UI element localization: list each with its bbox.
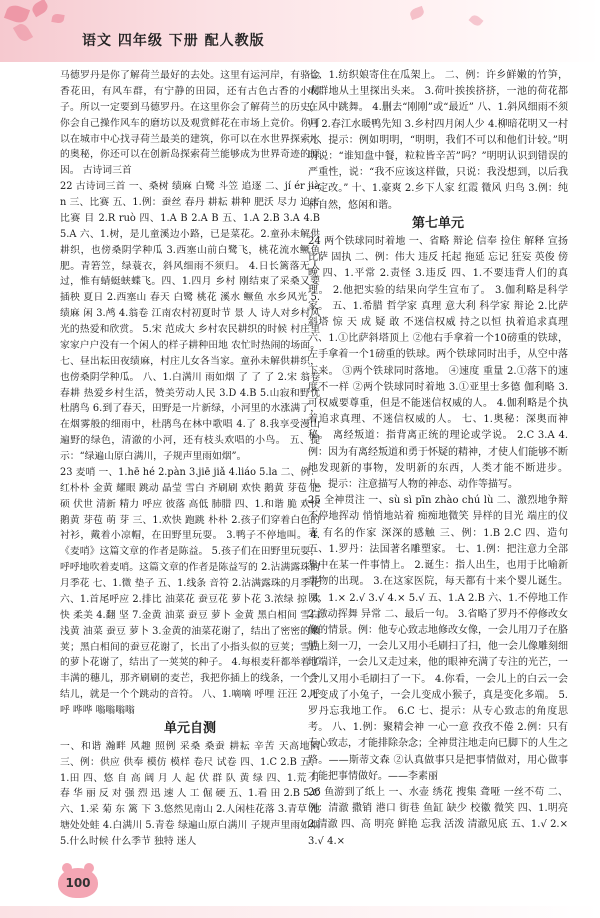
answer-paragraph: 23 麦哨 一、1.hē hé 2.pàn 3.jiē jiǎ 4.liáo 5.la 二、例：红朴朴 金黄 耀眼 跳动 晶莹 雪白 齐刷刷 欢快 鹅黄 芽苞 肥硕 伏世 清新 精力 呼应 彼落 高低 肺腊 四、1.和谐 脆 欢快 鹅黄 芽苞 萌 芽 三、1.欢快 跑跳 朴朴 2.孩子们穿着白色的衬衫，戴着小凉帽，在田野里玩耍。 3.鸭子不停地叫。 4.《麦哨》这篇文章的作者是陈益。 5.孩子们在田野里玩耍，呼呼地吹着麦哨。这篇文章的作者是陈益写的 2.沾满露珠的月季花 七、1.微 垫子 五、1.线条 音符 2.沾满露珠的月季花 六、1.首尾呼应 2.排比 油菜花 蚕豆花 萝卜花 3.浓绿 掠 欢快 柔美 4.翻 坚 7.金黄 油菜 蚕豆 萝卜 金黄 黑白相间 雪白 浅黄 油菜 蚕豆 萝卜 3.金黄的油菜花谢了，结出了密密的嫩荚；黑白相间的蚕豆花谢了，长出了小指头似的豆荚；雪白的萝卜花谢了，结出了一荚荚的种子。 4.每根麦秆都举着了丰满的穗儿，那齐刷刷的麦芒，我把你插上的线条，一个个结儿，就是一个个跳动的音符。 八、1.嘀嘀 呼哩 汪汪 2.呼呼 哗哗 嗡嗡嗡嗡 [60, 466, 320, 716]
answer-paragraph: 22 古诗词三首 一、桑树 绩麻 白鹭 斗笠 追逐 二、jí ér jiàn 三、比赛 五、1.例：蚕丝 春丹 耕耘 耕种 肥沃 尽力 迫害 比赛 目 2.R ruò 四、1.A B 2.A B 五、1.A 2.B 3.A 4.B 5.A 六、1.树，是儿童溪边小路，已是菜花。2.童孙未解供耕织，也傍桑阴学种瓜 3.西塞山前白鹭飞，桃花流水鳜鱼肥。青箬笠，绿蓑衣，斜风细雨不须归。 4.日长篱落无人过，惟有蜻蜓蛱蝶飞。四、1.四月 乡村 刚结束了采桑又要插秧 夏日 2.西塞山 春天 白鹭 桃花 溪水 鳜鱼 水乡风光 5.绩麻 闲 3.鸬 4.翁卷 江南农村初夏时节 景 人 诗人对乡村风光的热爱和欣赏。 5.宋 范成大 乡村农民耕织的时候 村庄里家家户户没有一个闲人的样子耕种田地 农忙时热闹的场面。 七、昼出耘田夜绩麻，村庄儿女各当家。童孙未解供耕织，也傍桑阴学种瓜。 八、1.白满川 雨如烟 了 了 了 2.宋 翁卷 春耕 热爱乡村生活，赞美劳动人民 3.D 4.B 5.山寂和野忧 杜鹃鸟 6.到了春天，田野是一片新绿，小河里的水涨满了，在烟雾般的细雨中，杜鹃鸟在林中歌唱 4.了 8.我享受漫山遍野的绿色，清澈的小河，还有枝头欢唱的小鸟。 五、提示：“绿遍山原白满川，子规声里雨如烟”。 [60, 181, 320, 462]
petal-decoration [13, 21, 33, 43]
answer-column-left [60, 68, 320, 850]
petal-decoration [30, 0, 50, 17]
answer-paragraph: 七、1.纺织娘寄住在瓜架上。 二、例：许乡鲜嫩的竹笋，成群地从土里探出头来。 3.荷叶挨挨挤挤，一池的荷花都在风中跳舞。 4.删去“刚刚”或“最近” 八、1.斜风细雨不须归 2.春江水暖鸭先知 3.乡村四月闲人少 4.柳暗花明又一村 九、提示：例如明明，“明明，我们不可以和他们计较。”明明说：“谁知盘中餐，粒粒皆辛苦”吗？”明明认识到错误的严重性，说：“我不应该这样做，只说：我没想到，以后我一定改。” 十、1.豪爽 2.乡下人家 红霞 微风 归鸟 3.例：纯朴自然，悠闲和谐。 [308, 70, 568, 211]
unit-section-heading: 单元自测 [163, 720, 216, 736]
header-title: 语文 四年级 下册 配人教版 [82, 33, 265, 49]
petal-decoration [51, 13, 64, 24]
answer-column-right [308, 68, 568, 850]
footer-decoration [0, 906, 600, 918]
answer-paragraph: 26 鱼游到了纸上 一、水壶 绣花 搜集 聋哑 一丝不苟 二、例：清澈 撒销 港口 街巷 鱼缸 缺少 校徽 微笑 四、1.明亮 2.清澈 四、高 明亮 鲜艳 忘我 活泼 清澈见底 五、1.√ 2.× 3.√ 4.× [308, 786, 568, 847]
unit-section-heading: 第七单元 [411, 215, 464, 231]
answer-paragraph: 一、和谐 瀚畔 风趣 照例 采桑 桑蚕 耕耘 辛苦 天高地阔 三、例：供应 供奉 模仿 模样 卷尺 试卷 四、1.C 2.B 五、1.田 四、悠 自 高 阔 月 人 起 伏 群 队 黄 绿 四、1.荒 月 春 华 丽 反 对 强 烈 迅 速 人 工 倔 硬 五、1.看 田 2.B 5.C 六、1.采 菊 东 篱 下 3.悠然见南山 2.人闲桂花落 3.青草 池塘处处蛙 4.白满川 5.青卷 绿遍山原白满川 子规声里雨如烟 5.什么时候 什么季节 独特 迷人 [60, 740, 320, 847]
answer-paragraph: 马德罗丹是你了解荷兰最好的去处。这里有运河岸，有骆金香花田，有风车群，有宁静的田园，还有古色古香的小村子。所以一定要到马德罗丹。在这里你会了解荷兰的历史，你会自己操作风车的磨坊以及观赏鲜花在市场上竞价。你可以在城市中心找寻荷兰最美的建筑，你可以在水世界探索水的奥秘，你还可以在创新岛探索荷兰能够成为世界奇迹的原因。 古诗词三首 [60, 70, 320, 177]
answer-paragraph: 24 两个铁球同时着地 一、省略 辩论 信奉 捡住 解释 宣扬 比萨 固执 二、例：伟大 违反 托起 拖延 忘记 狂妄 英俊 傍晚 四、1.平常 2.责怪 3.违反 四、1.不要违背人们的真理。 2.他把实验的结果向学生宣布了。 3.伽利略是科学家。 五、1.希腊 哲学家 真理 意大利 科学家 辩论 2.比萨斜塔 惊 天 成 疑 敢 不迷信权威 持之以恒 执着追求真理 六、1.①比萨斜塔顶上 ②他右手拿着一个10磅重的铁球，左手拿着一个1磅重的铁球。两个铁球同时出手，从空中落下来。 ③两个铁球同时落地。 ④速度 重量 2.①落下的速度不一样 ②两个铁球同时着地 3.①亚里士多德 伽利略 3.可权威要尊重，但是不能迷信权威的人。 4.伽利略是个执着追求真理、不迷信权威的人。 七、1.奥秘：深奥而神秘。 离经叛道：指背离正统的理论或学说。 2.C 3.A 4.例：因为有离经叛道和勇于怀疑的精神，才使人们能够不断地发现新的事物，发明新的东西，人类才能不断进步。 八、提示：注意描写人物的神态、动作等描写。 [308, 236, 568, 491]
petal-decoration [409, 6, 426, 20]
page-number-badge [58, 868, 98, 898]
page-number: 100 [65, 876, 91, 890]
petal-decoration [469, 13, 484, 28]
petal-decoration [4, 3, 30, 26]
header-banner [0, 0, 600, 62]
answer-paragraph: 25 全神贯注 一、sù sì pīn zhào chú lù 二、激烈地争辩 不停地挥动 悄悄地站着 痴痴地微笑 异样的目光 端庄的仪表 有名的作家 深深的感触 三、例：1.B 2.C 四、造句 五、1.罗丹：法国著名雕塑家。 七、1.例：把注意力全部集中在某一件事情上。 2.诞生：指人出生，也用于比喻新事物的出现。 3.在这家医院，每天都有十来个婴儿诞生。 四、1.× 2.√ 3.√ 4.× 5.√ 五、1.A 2.B 六、1.不停地工作 2.激动挥舞 异常 二、最后一句。 3.省略了罗丹不停修改女像的情景。例：他专心致志地修改女像，一会儿用刀子在胳膊上刻一刀，一会儿又用小毛刷扫了扫，他一会儿像雕刻细地端详，一会儿又走过来，他的眼神充满了专注的光芒，一会儿又用小毛刷扫了一下。 4.你看，一会儿上的白云一会儿变成了小兔子，一会儿变成小猴子，真是变化多端。 5.罗丹忘我地工作。 6.C 七、提示：从专心致志的角度思考。 八、1.例：聚精会神 一心一意 孜孜不倦 2.例：只有专心致志，才能排除杂念；全神贯注地走向已脚下的人生之路。——斯蒂文森 ②认真做事只是把事情做对，用心做事才能把事情做好。——李素丽 [308, 495, 568, 782]
